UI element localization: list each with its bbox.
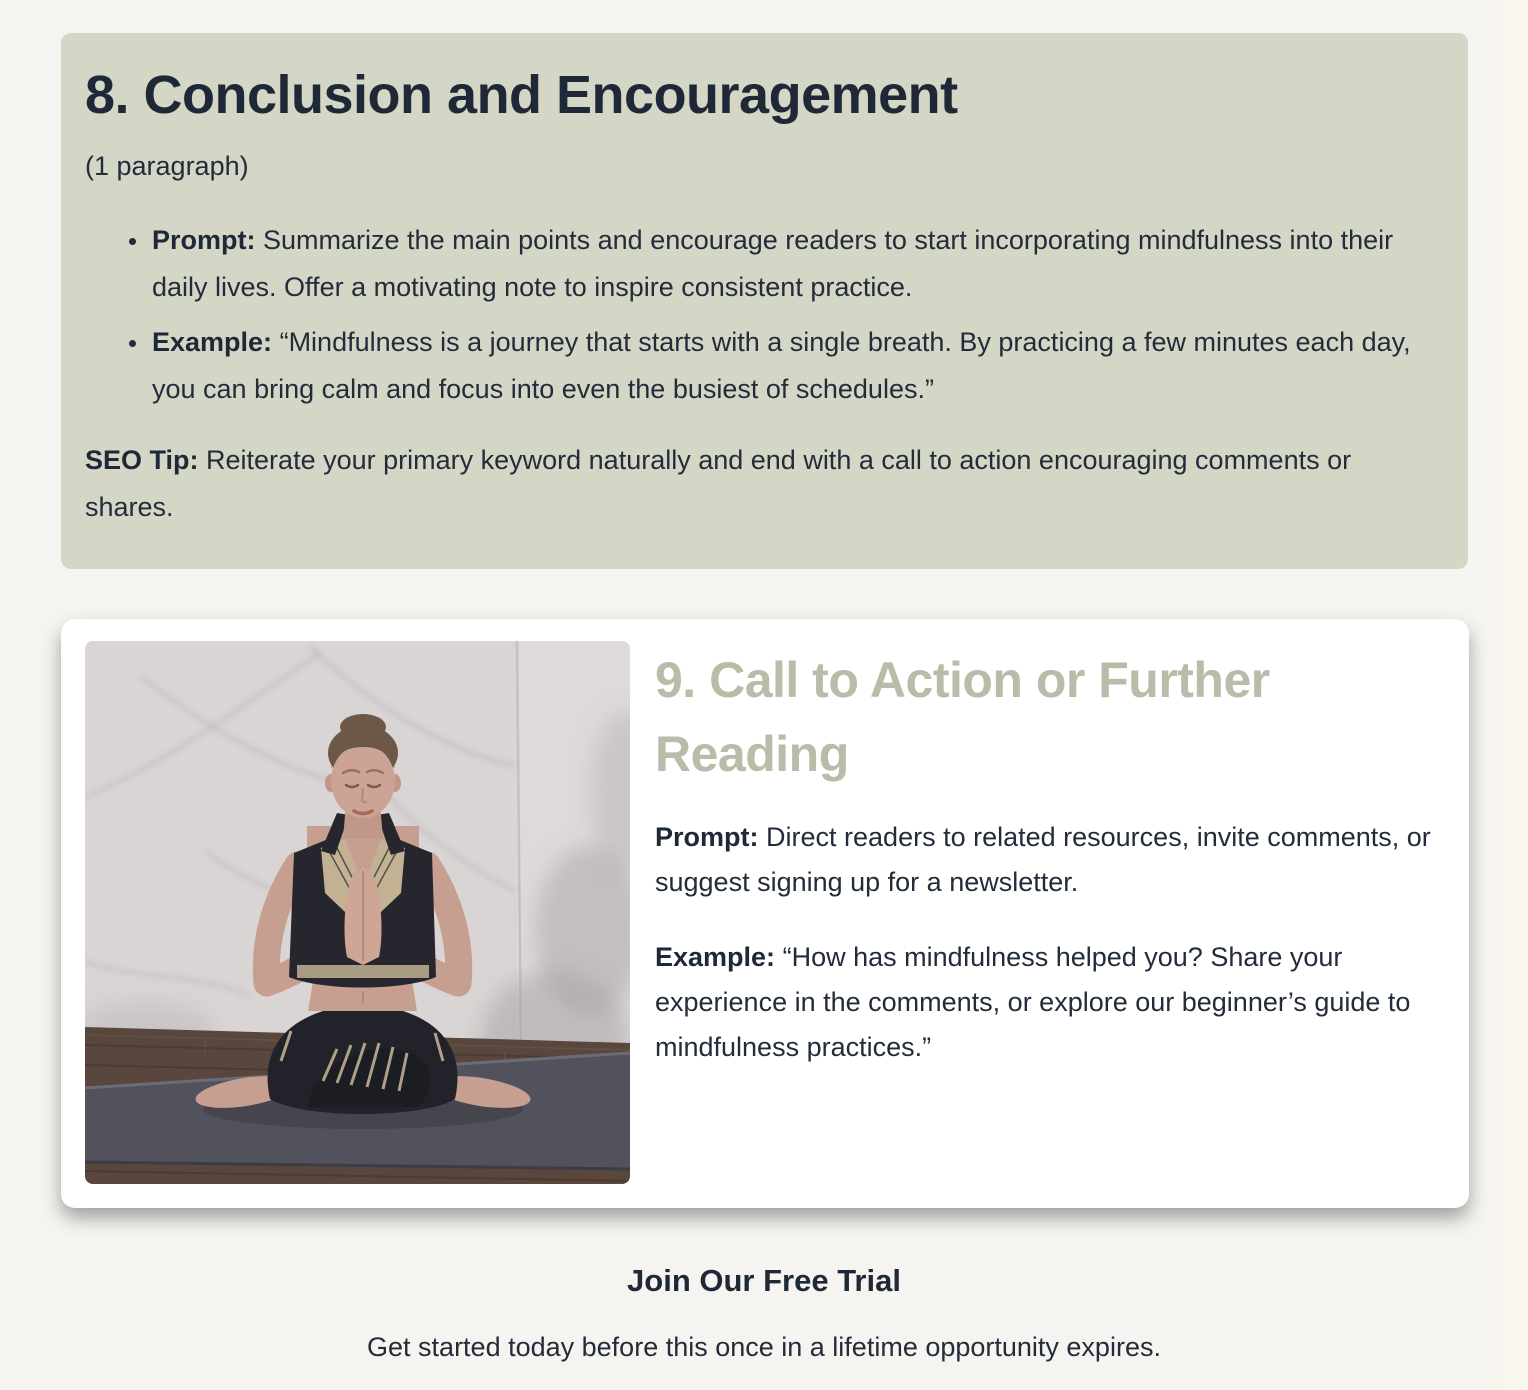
cta-section (0, 1262, 1528, 1370)
bullet-example-label: Example: (152, 327, 273, 357)
section-9-example-text: “How has mindfulness helped you? Share your experience in the comments, or explore our beginner’s guide to mindfulness practices.” (655, 942, 1411, 1062)
section-9-prompt-label: Prompt: (655, 822, 759, 852)
section-9-example (655, 935, 1443, 1070)
section-8-bullet-list (85, 217, 1418, 413)
bullet-prompt-text: Summarize the main points and encourage readers to start incorporating mindfulness into their daily lives. Offer a motivating note to inspire consistent practice. (152, 225, 1394, 302)
section-9-content (655, 641, 1443, 1184)
section-9-card (61, 619, 1469, 1208)
section-9-prompt (655, 815, 1443, 905)
seo-tip (85, 437, 1418, 531)
cta-heading: Join Our Free Trial (627, 1263, 901, 1298)
cta-text: Get started today before this once in a lifetime opportunity expires. (367, 1332, 1161, 1362)
meditation-photo (85, 641, 630, 1184)
bullet-example-text: “Mindfulness is a journey that starts with a single breath. By practicing a few minutes each day, you can bring calm and focus into even the busiest of schedules.” (152, 327, 1411, 404)
section-9-heading: 9. Call to Action or Further Reading (655, 652, 1270, 782)
bullet-prompt (150, 217, 1418, 311)
seo-tip-text: Reiterate your primary keyword naturally and end with a call to action encouraging comments or shares. (85, 445, 1352, 522)
section-8-heading: 8. Conclusion and Encouragement (85, 65, 958, 125)
section-8-card (61, 33, 1468, 569)
section-8-subtitle: (1 paragraph) (85, 151, 249, 181)
bullet-prompt-label: Prompt: (152, 225, 256, 255)
meditation-illustration (85, 641, 630, 1184)
seo-tip-label: SEO Tip: (85, 445, 199, 475)
section-9-prompt-text: Direct readers to related resources, invite comments, or suggest signing up for a newsletter. (655, 822, 1431, 897)
bullet-example (150, 319, 1418, 413)
section-9-example-label: Example: (655, 942, 776, 972)
